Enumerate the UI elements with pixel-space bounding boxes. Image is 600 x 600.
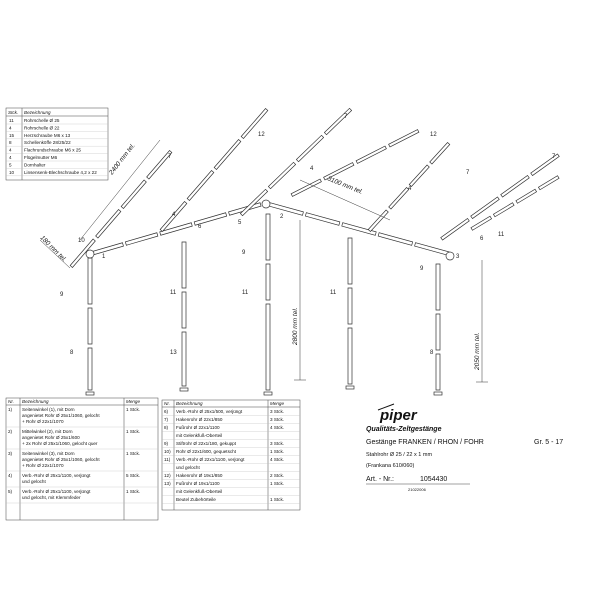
component-nr: 1) <box>8 407 13 412</box>
part-label: 2 <box>280 214 284 220</box>
component-qty: 4 Stck. <box>270 425 285 430</box>
part-label: 6 <box>198 224 202 230</box>
parts-qty: 10 <box>9 169 15 175</box>
component-desc: Seitenwinkel (3), mit Dorn <box>22 451 75 456</box>
component-nr: 9) <box>164 441 169 446</box>
component-desc: Hakenrohr Ø 22x1/850 <box>176 417 223 422</box>
pipe-segment <box>436 264 440 310</box>
component-nr: 7) <box>164 417 169 422</box>
part-label: 7 <box>344 114 348 120</box>
part-label: 7 <box>552 154 556 160</box>
component-nr: 13) <box>164 481 171 486</box>
component-desc: Fußrohr Ø 22x1/1100 <box>176 425 220 430</box>
component-nr: 4) <box>8 473 13 478</box>
parts-qty: 4 <box>9 147 12 153</box>
component-nr: 6) <box>164 409 169 414</box>
pipe-segment <box>389 187 409 209</box>
frame-diagram <box>70 108 559 395</box>
component-qty: 1 Stck. <box>126 451 141 456</box>
dimension-3100: 3100 mm tel. <box>326 175 364 196</box>
dimension-2400: 2400 mm tel. <box>108 142 137 177</box>
pipe-segment <box>348 288 352 324</box>
component-qty: 1 Stck. <box>126 429 141 434</box>
part-label: 13 <box>170 350 177 356</box>
component-desc: Mittelwinkel (2), mit Dorn <box>22 429 73 434</box>
components-left-col-desc: Bezeichnung <box>22 399 49 404</box>
foot-plate <box>86 392 94 395</box>
component-qty: 1 Stck. <box>270 449 285 454</box>
components-table-right <box>162 400 300 510</box>
components-left-col-nr: Nr. <box>8 399 14 404</box>
pipe-segment <box>348 238 352 284</box>
components-right-rows <box>162 409 300 504</box>
corner-joint <box>446 252 454 260</box>
pipe-segment <box>368 210 388 232</box>
components-right-col-qty: Menge <box>270 401 285 406</box>
component-desc-line2: angenietet Rohr Ø 25x1/1060, gelocht <box>22 457 100 462</box>
component-nr: 5) <box>8 489 13 494</box>
parts-desc: Rohrschelle Ø 25 <box>24 118 60 123</box>
component-qty: 1 Stck. <box>126 489 141 494</box>
component-nr: 2) <box>8 429 13 434</box>
pipe-segment <box>348 328 352 384</box>
pipe-segment <box>305 213 339 226</box>
parts-qty: 8 <box>9 140 12 146</box>
pipe-segment <box>389 130 419 147</box>
pipe-segment <box>378 233 412 246</box>
pipe-segment <box>266 264 270 300</box>
pipe-segment <box>538 176 559 190</box>
parts-desc: Rohrschelle Ø 22 <box>24 125 60 131</box>
component-nr: 11) <box>164 457 171 462</box>
corner-joint <box>262 200 270 208</box>
component-qty: 3 Stck. <box>270 409 285 414</box>
dimension-2800: 2800 mm tel. <box>292 307 299 345</box>
component-desc: mit Gelenkfuß-Oberteil <box>176 489 223 494</box>
component-desc: Beutel Zubehörteile <box>176 497 216 502</box>
component-desc: Seitenwinkel (1), mit Dorn <box>22 407 75 412</box>
pipe-segment <box>493 203 514 217</box>
component-nr: 3) <box>8 451 13 456</box>
component-qty: 3 Stck. <box>270 417 285 422</box>
component-desc-line2: und gelocht, mit Klemmfeder <box>22 495 81 500</box>
parts-table <box>6 108 108 180</box>
pipe-segment <box>96 210 121 238</box>
parts-qty: 4 <box>9 125 12 131</box>
component-desc: Verb.-Rohr Ø 25x1/500, verjüngt <box>176 409 243 414</box>
pipe-segment <box>436 354 440 390</box>
pipe-segment <box>436 314 440 350</box>
component-qty: 1 Stck. <box>270 497 285 502</box>
component-desc: Rohr Ø 22x1/600, gequetscht <box>176 449 237 454</box>
part-label: 4 <box>408 186 412 192</box>
pipe-segment <box>187 171 214 201</box>
part-label: 11 <box>330 290 337 296</box>
pipe-segment <box>91 243 123 256</box>
pipe-segment <box>516 189 537 203</box>
foot-plate <box>264 392 272 395</box>
part-label: 11 <box>242 290 249 296</box>
part-label: 7 <box>168 154 172 160</box>
part-label: 9 <box>420 266 424 272</box>
pipe-segment <box>88 308 92 344</box>
parts-qty: 5 <box>9 162 12 168</box>
dimension-180: 180 mm tel. <box>38 234 68 264</box>
components-left-rows <box>6 407 158 503</box>
pipe-segment <box>266 214 270 260</box>
pipe-segment <box>415 243 449 256</box>
drawing-number: 21022006 <box>408 487 426 492</box>
part-label: 4 <box>172 212 176 218</box>
component-desc-line2: und gelocht <box>22 479 46 484</box>
parts-desc: Flachrundschraube M6 x 25 <box>24 147 81 153</box>
parts-table-col-desc: Bezeichnung <box>24 110 51 115</box>
components-table-left <box>6 398 158 520</box>
component-desc: Stiftrohr Ø 22x1/180, gekuppt <box>176 441 237 446</box>
pipe-segment <box>296 135 323 161</box>
part-label: 9 <box>60 292 64 298</box>
pipe-segment <box>501 175 529 197</box>
component-desc: Verb.-Rohr Ø 25x1/1100, verjüngt <box>22 489 91 494</box>
parts-desc: Flügelmutter M6 <box>24 155 58 160</box>
component-qty: 4 Stck. <box>270 457 285 462</box>
article-label: Art. - Nr.: <box>366 476 394 483</box>
part-label: 12 <box>258 132 265 138</box>
component-desc: Fußrohr Ø 19x1/1100 <box>176 481 220 486</box>
foot-plate <box>180 388 188 391</box>
pipe-segment <box>182 292 186 328</box>
parts-desc: Herzschraube M6 x 13 <box>24 132 71 138</box>
part-label: 5 <box>238 220 242 226</box>
component-desc-line3: + Rohr Ø 22x1/1070 <box>22 419 64 424</box>
pipe-segment <box>441 218 469 240</box>
pipe-segment <box>182 242 186 288</box>
pipe-segment <box>88 258 92 304</box>
variant-note: (Frankana 610/060) <box>366 463 415 469</box>
component-qty: 2 Stck. <box>270 473 285 478</box>
pipe-segment <box>471 216 492 230</box>
product-size: Gr. 5 - 17 <box>534 439 564 446</box>
part-label: 12 <box>430 132 437 138</box>
brand-tagline: Qualitäts-Zeltgestänge <box>366 426 442 433</box>
part-label: 1 <box>102 254 106 260</box>
part-label: 8 <box>70 350 74 356</box>
foot-plate <box>346 386 354 389</box>
component-nr: 8) <box>164 425 169 430</box>
pipe-segment <box>214 140 241 170</box>
pipe-segment <box>409 165 429 187</box>
pipe-segment <box>268 162 295 188</box>
component-qty: 1 Stck. <box>270 481 285 486</box>
part-label: 6 <box>480 236 484 242</box>
pipe-segment <box>266 304 270 390</box>
foot-plate <box>434 392 442 395</box>
parts-table-rows <box>6 118 108 176</box>
component-qty: 3 Stck. <box>270 441 285 446</box>
product-name: Gestänge FRANKEN / RHON / FOHR <box>366 439 484 446</box>
components-right-col-desc: Bezeichnung <box>176 401 203 406</box>
brand-logo: piper <box>380 407 417 424</box>
pipe-segment <box>269 203 303 216</box>
pipe-segment <box>88 348 92 390</box>
pipe-segment <box>324 108 351 134</box>
component-desc-line3: + 2x Rohr Ø 25x1/1060, gelocht quer <box>22 441 98 446</box>
parts-desc: Schellenköffe 28/25/22 <box>24 140 71 146</box>
material-spec: Stahlrohr Ø 25 / 22 x 1 mm <box>366 452 433 458</box>
component-desc: mit Gelenkfuß-Oberteil <box>176 433 223 438</box>
pipe-segment <box>430 142 450 164</box>
part-label: 9 <box>242 250 246 256</box>
component-desc-line3: + Rohr Ø 22x1/1070 <box>22 463 64 468</box>
parts-table-col-qty: Stck. <box>8 110 19 115</box>
component-desc-line2: angenietet Rohr Ø 25x1/600 <box>22 435 80 440</box>
article-number: 1054430 <box>420 476 448 483</box>
parts-qty: 11 <box>9 118 14 123</box>
component-nr: 12) <box>164 473 171 478</box>
component-desc: und gelocht <box>176 465 200 470</box>
parts-qty: 15 <box>9 132 15 138</box>
component-nr: 10) <box>164 449 171 454</box>
pipe-segment <box>121 180 146 208</box>
component-desc: Verb.-Rohr Ø 25x1/1100, verjüngt <box>22 473 91 478</box>
pipe-segment <box>356 146 386 163</box>
part-label: 11 <box>170 290 177 296</box>
corner-joint <box>86 250 94 258</box>
parts-desc: Dornhalter <box>24 162 46 168</box>
pipe-segment <box>125 233 157 246</box>
title-block <box>366 404 563 492</box>
parts-qty: 4 <box>9 155 12 160</box>
part-label: 7 <box>466 170 470 176</box>
component-desc: Verb.-Rohr Ø 22x1/1100, verjüngt <box>176 457 245 462</box>
components-left-col-qty: Menge <box>126 399 141 404</box>
part-label: 8 <box>430 350 434 356</box>
component-desc: Hakenrohr Ø 19x1/850 <box>176 473 223 478</box>
part-label: 11 <box>498 232 505 238</box>
component-qty: 1 Stck. <box>126 407 141 412</box>
part-label: 4 <box>310 166 314 172</box>
part-label: 10 <box>78 238 85 244</box>
component-desc-line2: angenietet Rohr Ø 25x1/1060, gelocht <box>22 413 100 418</box>
parts-desc: Linsensenk-Blechschraube 4,2 x 22 <box>24 169 97 175</box>
part-label: 3 <box>456 254 460 260</box>
component-qty: 5 Stck. <box>126 473 141 478</box>
components-right-col-nr: Nr. <box>164 401 170 406</box>
dimension-2050: 2050 mm tel. <box>474 332 481 370</box>
pipe-segment <box>182 332 186 386</box>
